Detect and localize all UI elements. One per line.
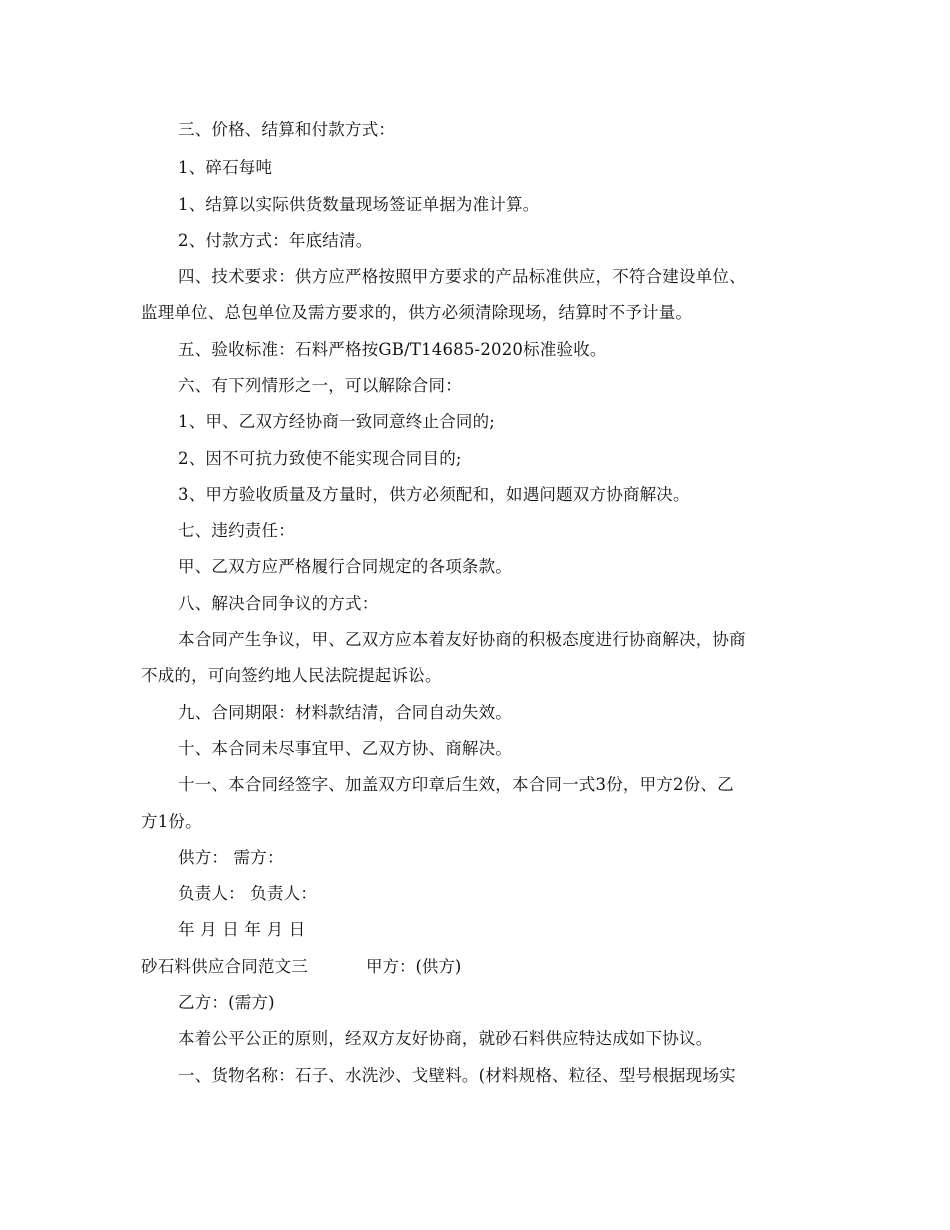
- party-a-label: 甲方：(供方): [366, 957, 462, 976]
- gravel-price-line: 1、碎石每吨: [178, 158, 273, 177]
- section-4-line-1: 四、技术要求：供方应严格按照甲方要求的产品标准供应，不符合建设单位、: [178, 267, 746, 286]
- termination-item-2: 2、因不可抗力致使不能实现合同目的;: [178, 449, 462, 468]
- section-4-line-2: 监理单位、总包单位及需方要求的，供方必须清除现场，结算时不予计量。: [141, 303, 693, 322]
- section-11-line-1: 十一、本合同经签字、加盖双方印章后生效，本合同一式3份，甲方2份、乙: [178, 775, 734, 794]
- signature-responsible: 负责人： 负责人：: [178, 884, 318, 903]
- signature-dates: 年 月 日 年 月 日: [178, 920, 306, 939]
- section-3-heading: 三、价格、结算和付款方式：: [178, 120, 396, 139]
- section-8-body-line-1: 本合同产生争议，甲、乙双方应本着友好协商的积极态度进行协商解决，协商: [178, 630, 746, 649]
- section-7-body: 甲、乙双方应严格履行合同规定的各项条款。: [178, 557, 512, 576]
- section-9-line: 九、合同期限：材料款结清，合同自动失效。: [178, 703, 512, 722]
- section-11-line-2: 方1份。: [141, 812, 202, 831]
- settlement-line: 1、结算以实际供货数量现场签证单据为准计算。: [178, 195, 540, 214]
- party-b-label: 乙方：(需方): [178, 993, 275, 1012]
- section-6-heading: 六、有下列情形之一，可以解除合同：: [178, 376, 462, 395]
- section-7-heading: 七、违约责任：: [178, 521, 295, 540]
- preamble-line: 本着公平公正的原则，经双方友好协商，就砂石料供应特达成如下协议。: [178, 1029, 713, 1048]
- contract-title-3: 砂石料供应合同范文三: [141, 957, 308, 976]
- section-10-line: 十、本合同未尽事宜甲、乙双方协、商解决。: [178, 739, 512, 758]
- termination-item-1: 1、甲、乙双方经协商一致同意终止合同的;: [178, 412, 496, 431]
- section-5-line: 五、验收标准：石料严格按GB/T14685-2020标准验收。: [178, 340, 607, 359]
- section-8-heading: 八、解决合同争议的方式：: [178, 594, 379, 613]
- signature-parties: 供方： 需方：: [178, 848, 284, 867]
- goods-name-line: 一、货物名称：石子、水洗沙、戈壁料。(材料规格、粒径、型号根据现场实: [178, 1066, 736, 1085]
- payment-method-line: 2、付款方式：年底结清。: [178, 231, 373, 250]
- section-8-body-line-2: 不成的，可向签约地人民法院提起诉讼。: [141, 666, 442, 685]
- termination-item-3: 3、甲方验收质量及方量时，供方必须配和，如遇问题双方协商解决。: [178, 485, 690, 504]
